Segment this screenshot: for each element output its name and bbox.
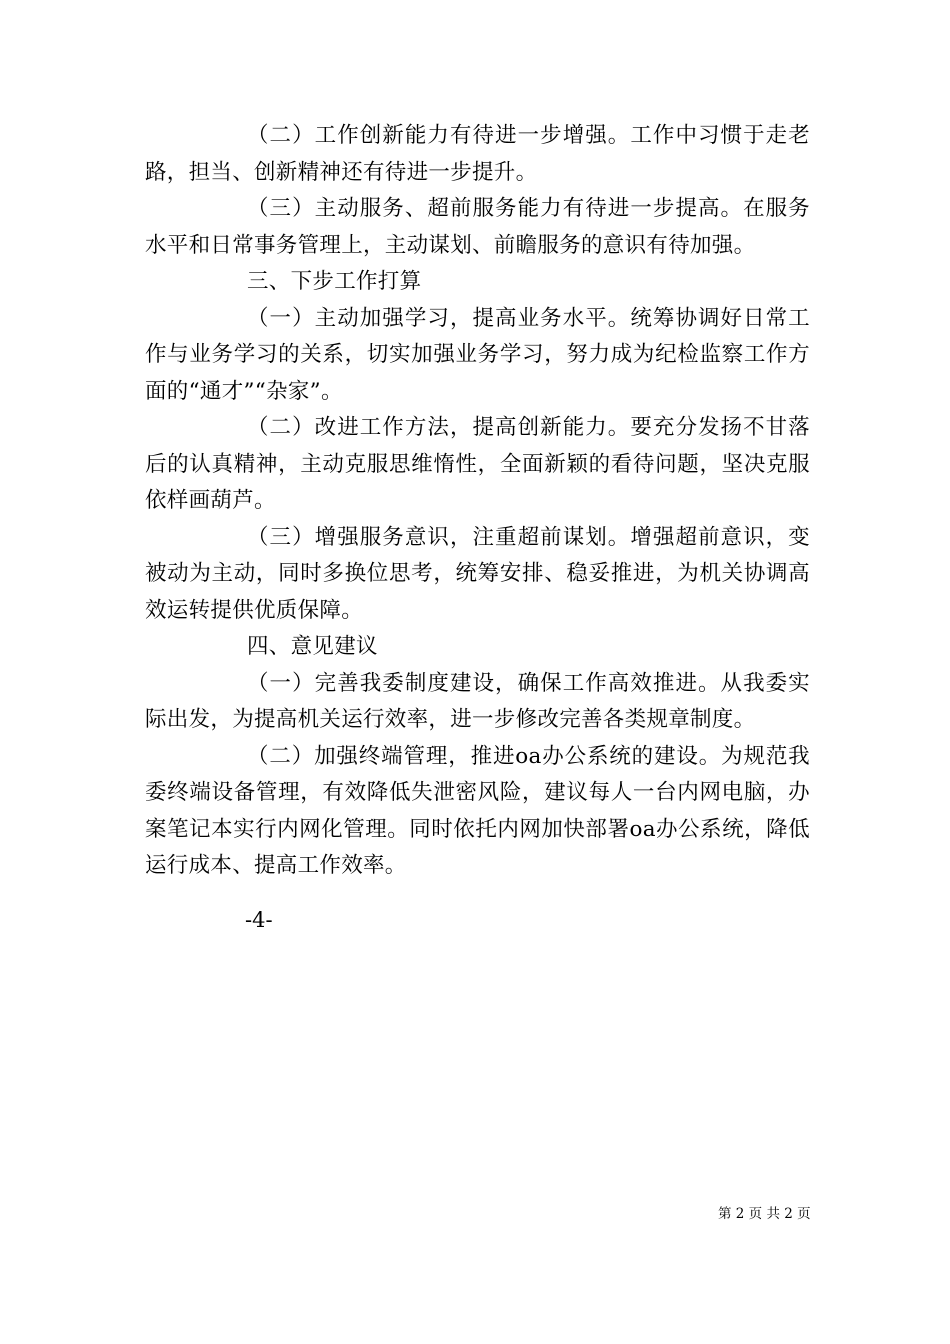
document-body <box>145 118 810 885</box>
section-heading-next-steps: 三、下步工作打算 <box>247 269 422 294</box>
paragraph-suggestion-rules: （一）完善我委制度建设，确保工作高效推进。从我委实际出发，为提高机关运行效率，进一步修改完善各类规章制度。 <box>145 670 810 732</box>
paragraph-service-weakness: （三）主动服务、超前服务能力有待进一步提高。在服务水平和日常事务管理上，主动谋划、前瞻服务的意识有待加强。 <box>145 196 810 258</box>
section-heading-suggestions: 四、意见建议 <box>247 634 378 659</box>
paragraph-plan-service: （三）增强服务意识，注重超前谋划。增强超前意识，变被动为主动，同时多换位思考，统筹安排、稳妥推进，为机关协调高效运转提供优质保障。 <box>145 524 810 623</box>
paragraph-suggestion-terminal: （二）加强终端管理，推进oa办公系统的建设。为规范我委终端设备管理，有效降低失泄密风险，建议每人一台内网电脑，办案笔记本实行内网化管理。同时依托内网加快部署oa办公系统，降低运行成本、提高工作效率。 <box>145 743 810 878</box>
paragraph-innovation-weakness: （二）工作创新能力有待进一步增强。工作中习惯于走老路，担当、创新精神还有待进一步提升。 <box>145 123 810 185</box>
page-footer: 第 2 页 共 2 页 <box>718 1206 811 1222</box>
inline-page-number: -4- <box>245 908 273 932</box>
paragraph-plan-study: （一）主动加强学习，提高业务水平。统筹协调好日常工作与业务学习的关系，切实加强业务学习，努力成为纪检监察工作方面的“通才”“杂家”。 <box>145 305 810 404</box>
paragraph-plan-methods: （二）改进工作方法，提高创新能力。要充分发扬不甘落后的认真精神，主动克服思维惰性，全面新颖的看待问题，坚决克服依样画葫芦。 <box>145 415 810 513</box>
